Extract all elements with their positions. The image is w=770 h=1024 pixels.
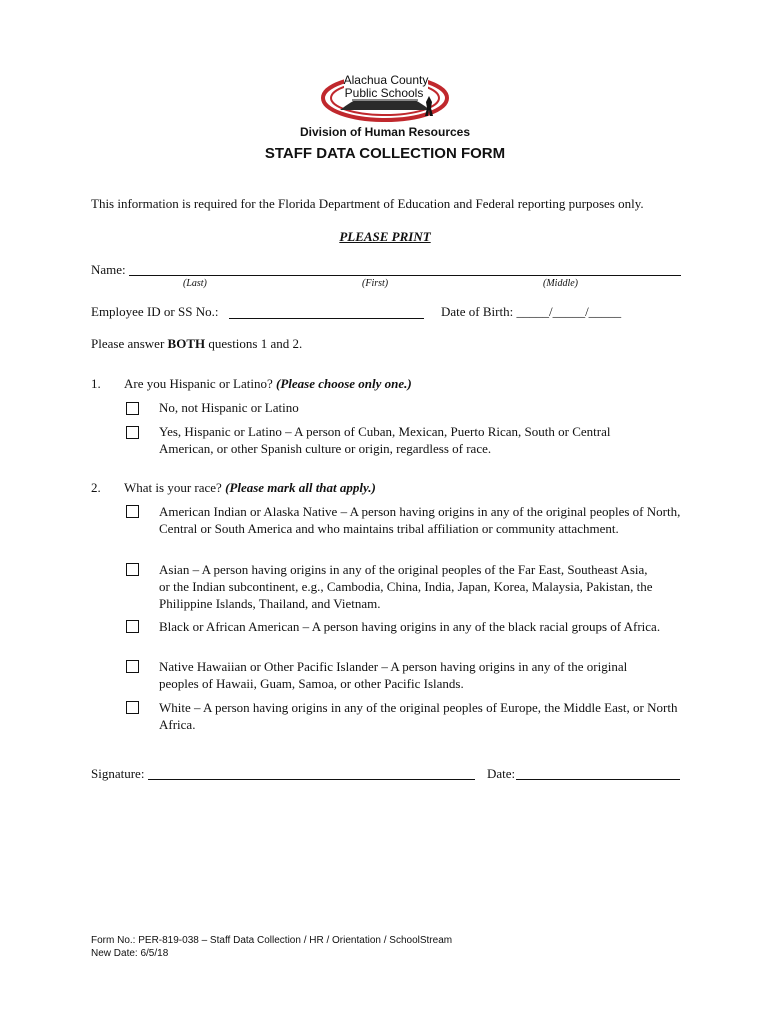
date-of-birth-field[interactable]: Date of Birth: _____/_____/_____ xyxy=(441,304,622,319)
signature-field[interactable] xyxy=(148,779,475,780)
instructions-emphasis: BOTH xyxy=(167,336,206,351)
race-pacific-islander-checkbox[interactable] xyxy=(126,660,139,673)
race-white-label: White – A person having origins in any of the original peoples of Europe, the Middle East, or North Africa. xyxy=(159,700,678,732)
hispanic-no-label: No, not Hispanic or Latino xyxy=(159,400,299,415)
form-footer xyxy=(91,934,452,960)
district-logo xyxy=(318,72,452,124)
race-american-indian-label: American Indian or Alaska Native – A person having origins in any of the original peoples of North, Central or South America and who maintains tribal affiliation or community attachment. xyxy=(159,504,681,536)
instructions-suffix: questions 1 and 2. xyxy=(205,336,303,351)
name-field[interactable] xyxy=(129,275,681,276)
employee-id-label: Employee ID or SS No.: xyxy=(91,304,219,319)
form-title: STAFF DATA COLLECTION FORM xyxy=(264,145,506,162)
division-heading: Division of Human Resources xyxy=(299,125,471,139)
logo-line-2: Public Schools xyxy=(344,86,424,100)
logo-line-1: Alachua County xyxy=(343,73,429,87)
race-asian-checkbox[interactable] xyxy=(126,563,139,576)
race-pacific-islander-label: Native Hawaiian or Other Pacific Islander – A person having origins in any of the original peoples of Hawaii, Guam, Samoa, or other Pacific Islands. xyxy=(159,659,628,691)
question-1-text xyxy=(124,376,412,392)
question-2-text xyxy=(124,480,376,496)
hispanic-no-checkbox[interactable] xyxy=(126,402,139,415)
last-name-caption: (Last) xyxy=(183,278,207,289)
question-2-prompt: What is your race? xyxy=(124,480,226,495)
race-american-indian-checkbox[interactable] xyxy=(126,505,139,518)
race-black-label: Black or African American – A person having origins in any of the black racial groups of Africa. xyxy=(159,619,661,634)
first-name-caption: (First) xyxy=(362,278,389,289)
signature-label: Signature: xyxy=(91,766,145,781)
form-new-date: New Date: 6/5/18 xyxy=(91,948,169,959)
race-white-checkbox[interactable] xyxy=(126,701,139,714)
name-label: Name: xyxy=(91,262,126,277)
middle-name-caption: (Middle) xyxy=(543,278,578,289)
race-black-checkbox[interactable] xyxy=(126,620,139,633)
signature-date-label: Date: xyxy=(487,766,516,781)
question-1-prompt: Are you Hispanic or Latino? xyxy=(124,376,276,391)
question-1-hint: (Please choose only one.) xyxy=(275,376,412,391)
hispanic-yes-checkbox[interactable] xyxy=(126,426,139,439)
instructions-prefix: Please answer xyxy=(91,336,168,351)
question-2-hint: (Please mark all that apply.) xyxy=(225,480,376,495)
intro-text: This information is required for the Florida Department of Education and Federal reporting purposes only. xyxy=(91,196,644,211)
instructions xyxy=(91,336,302,352)
question-1-number: 1. xyxy=(91,376,101,391)
employee-id-field[interactable] xyxy=(229,318,424,319)
race-asian-label: Asian – A person having origins in any of the original peoples of the Far East, Southeast Asia, or the Indian subcontinent, e.g., Cambodia, China, India, Japan, Korea, Malaysia, Pakistan, the Philippine Islands, Thailand, and Vietnam. xyxy=(159,562,653,611)
hispanic-yes-label: Yes, Hispanic or Latino – A person of Cuban, Mexican, Puerto Rican, South or Central American, or other Spanish culture or origin, regardless of race. xyxy=(159,424,611,456)
please-print-notice: PLEASE PRINT xyxy=(339,229,431,244)
form-number: Form No.: PER-819-038 – Staff Data Collection / HR / Orientation / SchoolStream xyxy=(91,935,453,946)
signature-date-field[interactable] xyxy=(516,779,680,780)
question-2-number: 2. xyxy=(91,480,101,495)
